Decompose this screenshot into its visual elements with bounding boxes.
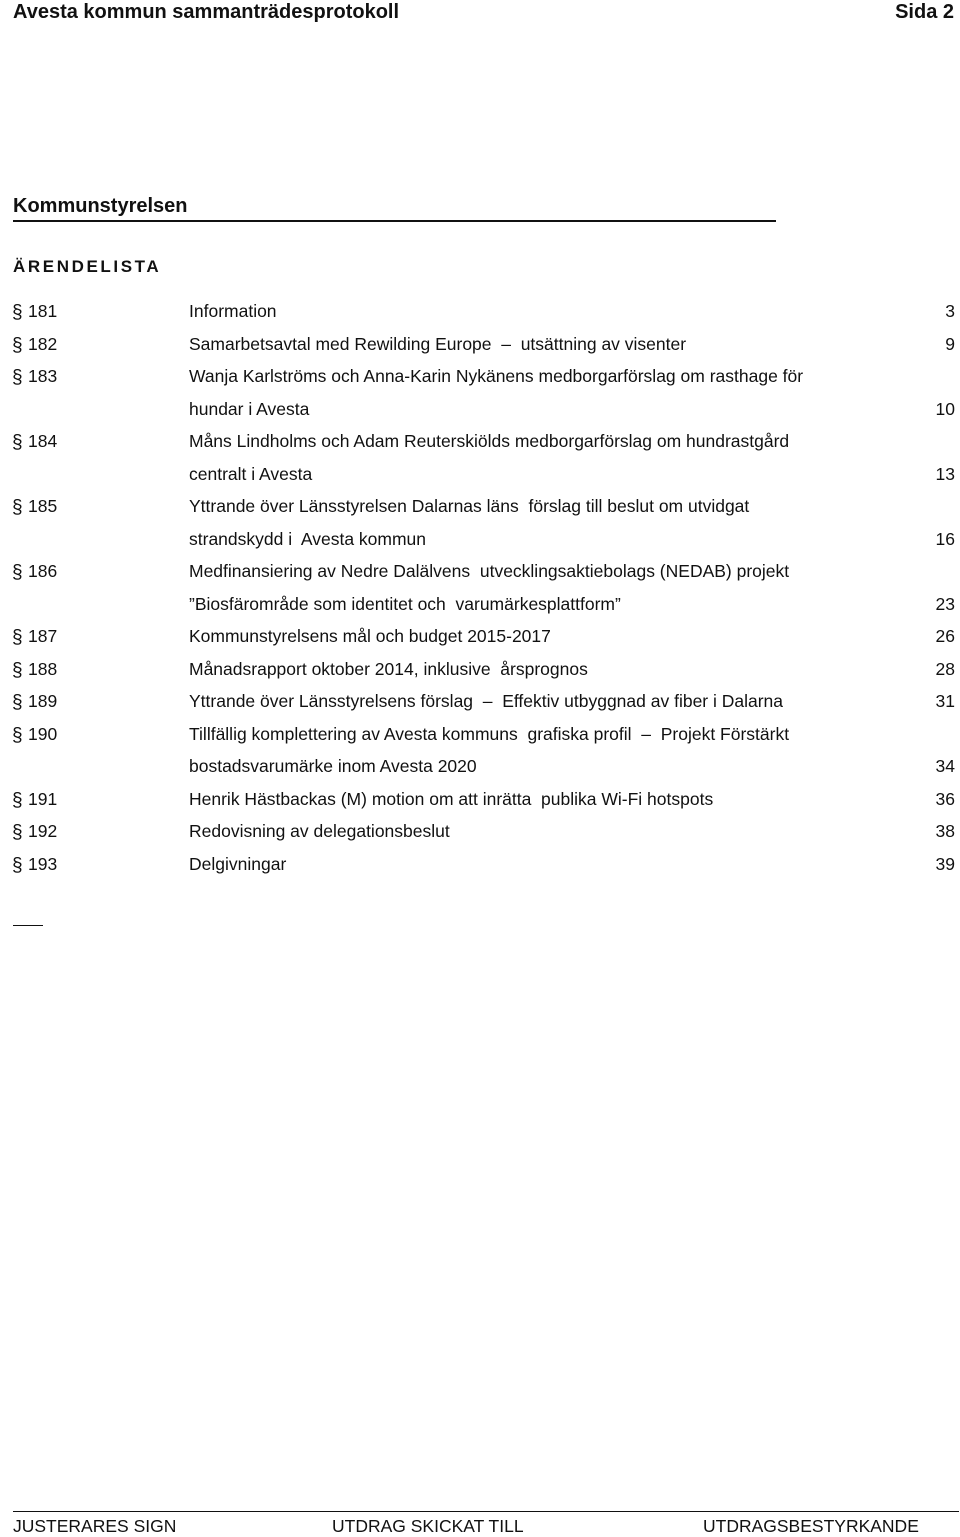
agenda-item-number: 186 — [28, 561, 58, 581]
agenda-item-title: Tillfällig komplettering av Avesta kommuns grafiska profil – Projekt Förstärkt — [189, 723, 790, 744]
agenda-item-continuation — [0, 753, 960, 786]
paragraph-symbol: § — [12, 789, 23, 811]
agenda-item-page: 9 — [945, 333, 955, 354]
agenda-item — [0, 298, 960, 331]
footer-justerares-sign: JUSTERARES SIGN — [13, 1516, 177, 1536]
document-title: Avesta kommun sammanträdesprotokoll — [13, 1, 400, 23]
agenda-item-number: 182 — [28, 333, 58, 354]
agenda-item-page: 16 — [935, 528, 955, 549]
agenda-item-title: Redovisning av delegationsbeslut — [189, 821, 450, 841]
agenda-item — [0, 656, 960, 689]
paragraph-symbol: § — [12, 692, 23, 713]
agenda-item-title: Månadsrapport oktober 2014, inklusive årsprognos — [189, 658, 588, 679]
agenda-item-page: 38 — [935, 821, 955, 841]
agenda-item-number: 181 — [28, 301, 58, 321]
agenda-item-title: Henrik Hästbackas (M) motion om att inrätta publika Wi-Fi hotspots — [189, 788, 714, 809]
agenda-item-title: ”Biosfärområde som identitet och varumärkesplattform” — [189, 593, 621, 614]
agenda-item-continuation — [0, 591, 960, 624]
agenda-item-number: 184 — [28, 431, 58, 451]
agenda-item — [0, 493, 960, 526]
agenda-item — [0, 786, 960, 819]
agenda-item-title: hundar i Avesta — [189, 398, 310, 419]
footer-utdragsbestyrkande: UTDRAGSBESTYRKANDE — [703, 1516, 919, 1536]
agenda-item-page: 39 — [935, 853, 955, 874]
agenda-item-title: Samarbetsavtal med Rewilding Europe – utsättning av visenter — [189, 333, 687, 354]
agenda-item — [0, 721, 960, 754]
paragraph-symbol: § — [12, 334, 23, 356]
agenda-item — [0, 558, 960, 591]
agenda-item-page: 23 — [935, 593, 955, 614]
agenda-item-continuation — [0, 461, 960, 494]
agenda-item-title: Information — [189, 301, 277, 321]
agenda-item-page: 3 — [945, 301, 955, 321]
footer-utdrag-skickat-till: UTDRAG SKICKAT TILL — [332, 1516, 524, 1536]
paragraph-symbol: § — [12, 302, 23, 323]
agenda-item-number: 191 — [28, 788, 58, 809]
agenda-item-title: Yttrande över Länsstyrelsens förslag – Effektiv utbyggnad av fiber i Dalarna — [189, 691, 784, 711]
agenda-item — [0, 428, 960, 461]
footer-rule — [13, 1511, 959, 1512]
agenda-item-number: 188 — [28, 658, 58, 679]
agenda-item-number: 185 — [28, 496, 58, 516]
agenda-item-page: 28 — [935, 658, 955, 679]
agenda-item-page: 10 — [935, 398, 955, 419]
paragraph-symbol: § — [12, 659, 23, 681]
paragraph-symbol: § — [12, 822, 23, 843]
paragraph-symbol: § — [12, 627, 23, 648]
agenda-item-page: 36 — [935, 788, 955, 809]
agenda-item-number: 192 — [28, 821, 58, 841]
agenda-item-title: Delgivningar — [189, 853, 287, 874]
agenda-item-number: 183 — [28, 366, 58, 386]
agenda-item-page: 13 — [935, 463, 955, 484]
paragraph-symbol: § — [12, 724, 23, 746]
agenda-item-page: 34 — [935, 756, 955, 776]
paragraph-symbol: § — [12, 562, 23, 583]
agenda-item — [0, 818, 960, 851]
agenda-item — [0, 623, 960, 656]
agenda-item-continuation — [0, 396, 960, 429]
section-title: Kommunstyrelsen — [13, 195, 188, 217]
agenda-item-title: Yttrande över Länsstyrelsen Dalarnas läns förslag till beslut om utvidgat — [189, 496, 750, 516]
agenda-item — [0, 851, 960, 884]
agenda-item-continuation — [0, 526, 960, 559]
agenda-item-title: Wanja Karlströms och Anna-Karin Nykänens medborgarförslag om rasthage för — [189, 366, 804, 386]
agenda-item — [0, 363, 960, 396]
agenda-item-title: centralt i Avesta — [189, 463, 313, 484]
agenda-item-number: 187 — [28, 626, 58, 646]
page-number: Sida 2 — [895, 1, 954, 23]
agenda-item-number: 190 — [28, 723, 58, 744]
agenda-list — [0, 298, 960, 883]
end-of-list-rule — [13, 925, 43, 926]
agenda-item-number: 193 — [28, 853, 58, 874]
agenda-item-title: Måns Lindholms och Adam Reuterskiölds medborgarförslag om hundrastgård — [189, 431, 790, 451]
agenda-item-title: Kommunstyrelsens mål och budget 2015-2017 — [189, 626, 551, 646]
agenda-item-number: 189 — [28, 691, 58, 711]
agenda-item-title: strandskydd i Avesta kommun — [189, 528, 427, 549]
agenda-item-title: bostadsvarumärke inom Avesta 2020 — [189, 756, 477, 776]
section-underline — [13, 220, 776, 222]
agenda-item-title: Medfinansiering av Nedre Dalälvens utvecklingsaktiebolags (NEDAB) projekt — [189, 561, 790, 581]
agenda-item-page: 26 — [935, 626, 955, 646]
paragraph-symbol: § — [12, 432, 23, 453]
agenda-item — [0, 331, 960, 364]
paragraph-symbol: § — [12, 854, 23, 876]
paragraph-symbol: § — [12, 367, 23, 388]
agenda-list-heading: ÄRENDELISTA — [13, 257, 162, 276]
agenda-item-page: 31 — [935, 691, 955, 711]
paragraph-symbol: § — [12, 497, 23, 518]
agenda-item — [0, 688, 960, 721]
